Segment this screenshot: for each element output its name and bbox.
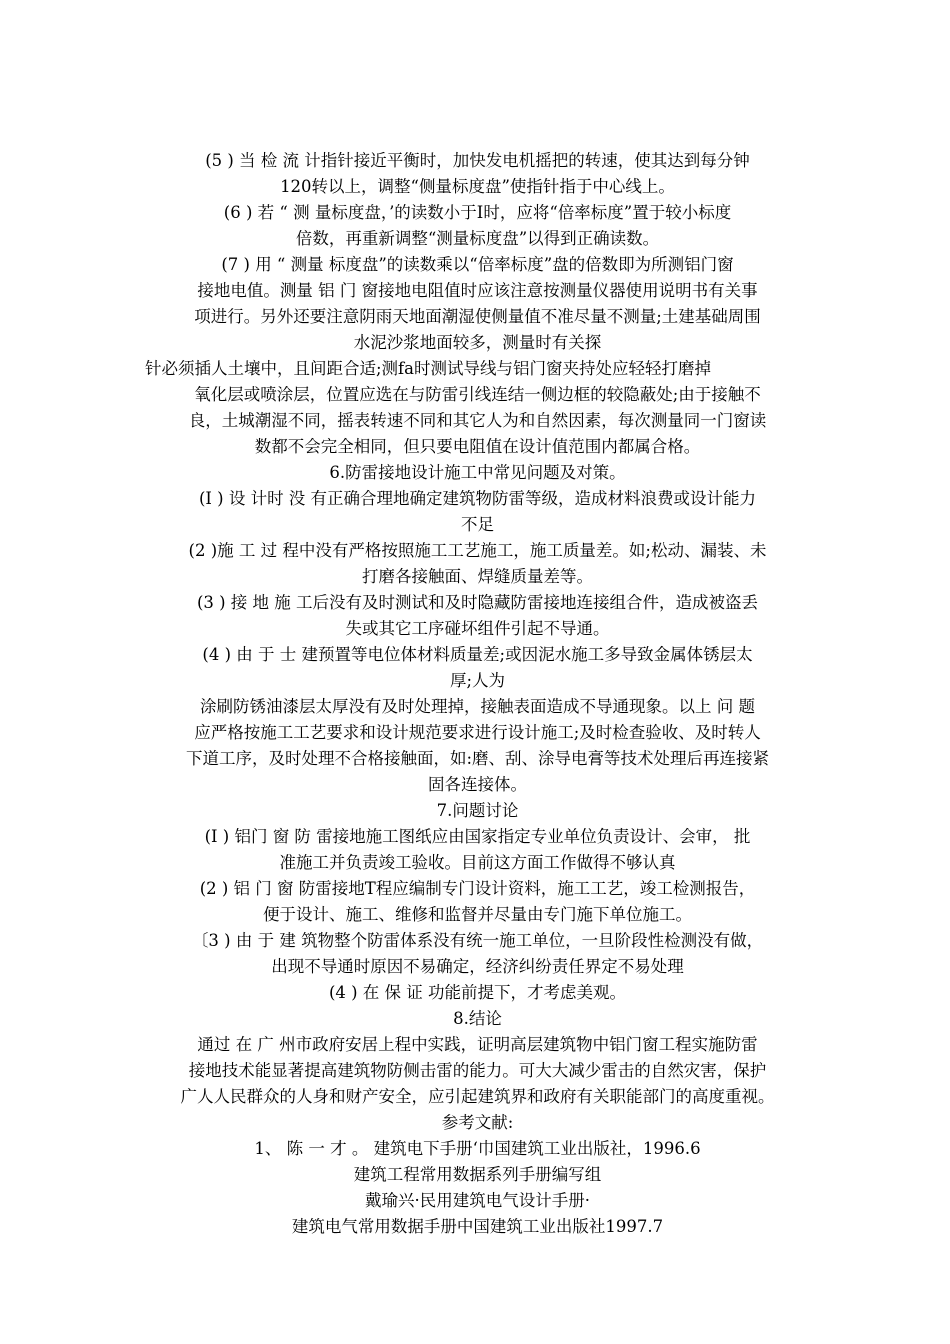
text-line: 打磨各接触面、焊缝质量差等。	[362, 567, 593, 586]
text-line: 出现不导通时原因不易确定，经济纠纷责任界定不易处理	[271, 957, 684, 976]
text-line: 良，土城潮湿不同，摇表转速不同和其它人为和自然因素，每次测量同一门窗读	[188, 411, 767, 430]
section-heading: 8.结论	[453, 1009, 502, 1028]
text-line: (6 ) 若 “ 测 量标度盘，’的读数小于I时，应将“倍率标度”置于较小标度	[223, 203, 732, 222]
reference-item: 建筑电气常用数据手册中国建筑工业出版社1997.7	[291, 1217, 664, 1236]
text-line: (2 )施 工 过 程中没有严格按照施工工艺施工，施工质量差。如;松动、漏装、未	[188, 541, 767, 560]
text-line: (I ) 铝门 窗 防 雷接地施工图纸应由国家指定专业单位负责设计、会审， 批	[204, 827, 751, 846]
text-line: (4 ) 由 于 士 建预置等电位体材料质量差;或因泥水施工多导致金属体锈层太	[202, 645, 753, 664]
text-line: 氧化层或喷涂层，位置应选在与防雷引线连结一侧边框的较隐蔽处;由于接触不	[194, 385, 761, 404]
text-line: 涂刷防锈油漆层太厚没有及时处理掉，接触表面造成不导通现象。以上 问 题	[200, 697, 755, 716]
text-line: (7 ) 用 “ 测量 标度盘”的读数乘以“倍率标度”盘的倍数即为所测铝门窗	[221, 255, 734, 274]
text-line: 倍数，再重新调整“测量标度盘”以得到正确读数。	[295, 229, 660, 248]
text-line: 120转以上，调整“侧量标度盘”使指针指于中心线上。	[280, 177, 675, 196]
text-line: 水泥沙浆地面较多，测量时有关探	[353, 333, 602, 352]
section-heading: 7.问题讨论	[436, 801, 519, 820]
text-line: 便于设计、施工、维修和监督并尽量由专门施下单位施工。	[263, 905, 692, 924]
reference-item: 建筑工程常用数据系列手册编写组	[353, 1165, 602, 1184]
text-line: 项进行。另外还要注意阴雨天地面潮湿使侧量值不准尽量不测量;土建基础周围	[194, 307, 761, 326]
reference-item: 1、 陈 一 才 。 建筑电下手册‘巾国建筑工业出版社，1996.6	[254, 1139, 701, 1158]
text-line: 固各连接体。	[428, 775, 527, 794]
text-line: (2 ) 铝 门 窗 防雷接地T程应编制专门设计资料，施工工艺，竣工检测报告，	[199, 879, 756, 898]
text-line: 应严格按施工工艺要求和设计规范要求进行设计施工;及时检查验收、及时转人	[194, 723, 761, 742]
text-line: 通过 在 广 州市政府安居上程中实践，证明高层建筑物中铝门窗工程实施防雷	[197, 1035, 758, 1054]
text-line: 接地电值。测量 铝 门 窗接地电阻值时应该注意按测量仪器使用说明书有关事	[197, 281, 758, 300]
text-line: (I ) 设 计时 没 有正确合理地确定建筑物防雷等级，造成材料浪费或设计能力	[198, 489, 757, 508]
text-line: 广人人民群众的人身和财产安全，应引起建筑界和政府有关职能部门的高度重视。	[180, 1087, 775, 1106]
text-line: (3 ) 接 地 施 工后没有及时测试和及时隐藏防雷接地连接组合件，造成被盗丢	[196, 593, 759, 612]
text-line: 准施工并负责竣工验收。目前这方面工作做得不够认真	[279, 853, 676, 872]
text-line: (4 ) 在 保 证 功能前提下，才考虑美观。	[328, 983, 627, 1002]
text-line: 数都不会完全相同，但只要电阻值在设计值范围内都属合格。	[254, 437, 701, 456]
document-body	[145, 148, 810, 1240]
text-line: 针必须插人土壤中，且间距合适;测fa时测试导线与铝门窗夹持处应轻轻打磨掉	[145, 359, 712, 378]
text-line: 接地技术能显著提高建筑物防侧击雷的能力。可大大减少雷击的自然灾害，保护	[188, 1061, 767, 1080]
text-line: 下道工序，及时处理不合格接触面，如:磨、刮、涂导电膏等技术处理后再连接紧	[185, 749, 770, 768]
text-line: 厚;人为	[449, 671, 506, 690]
reference-item: 戴瑜兴·民用建筑电气设计手册·	[365, 1191, 590, 1210]
text-line: 失或其它工序碰坏组件引起不导通。	[345, 619, 610, 638]
text-line: (5 ) 当 检 流 计指针接近平衡时，加快发电机摇把的转速，使其达到每分钟	[205, 151, 750, 170]
references-heading: 参考文献:	[441, 1113, 514, 1132]
text-line: 不足	[461, 515, 494, 534]
text-line: 〔3 ) 由 于 建 筑物整个防雷体系没有统一施工单位，一旦阶段性检测没有做，	[191, 931, 764, 950]
section-heading: 6.防雷接地设计施工中常见问题及对策。	[329, 463, 626, 482]
